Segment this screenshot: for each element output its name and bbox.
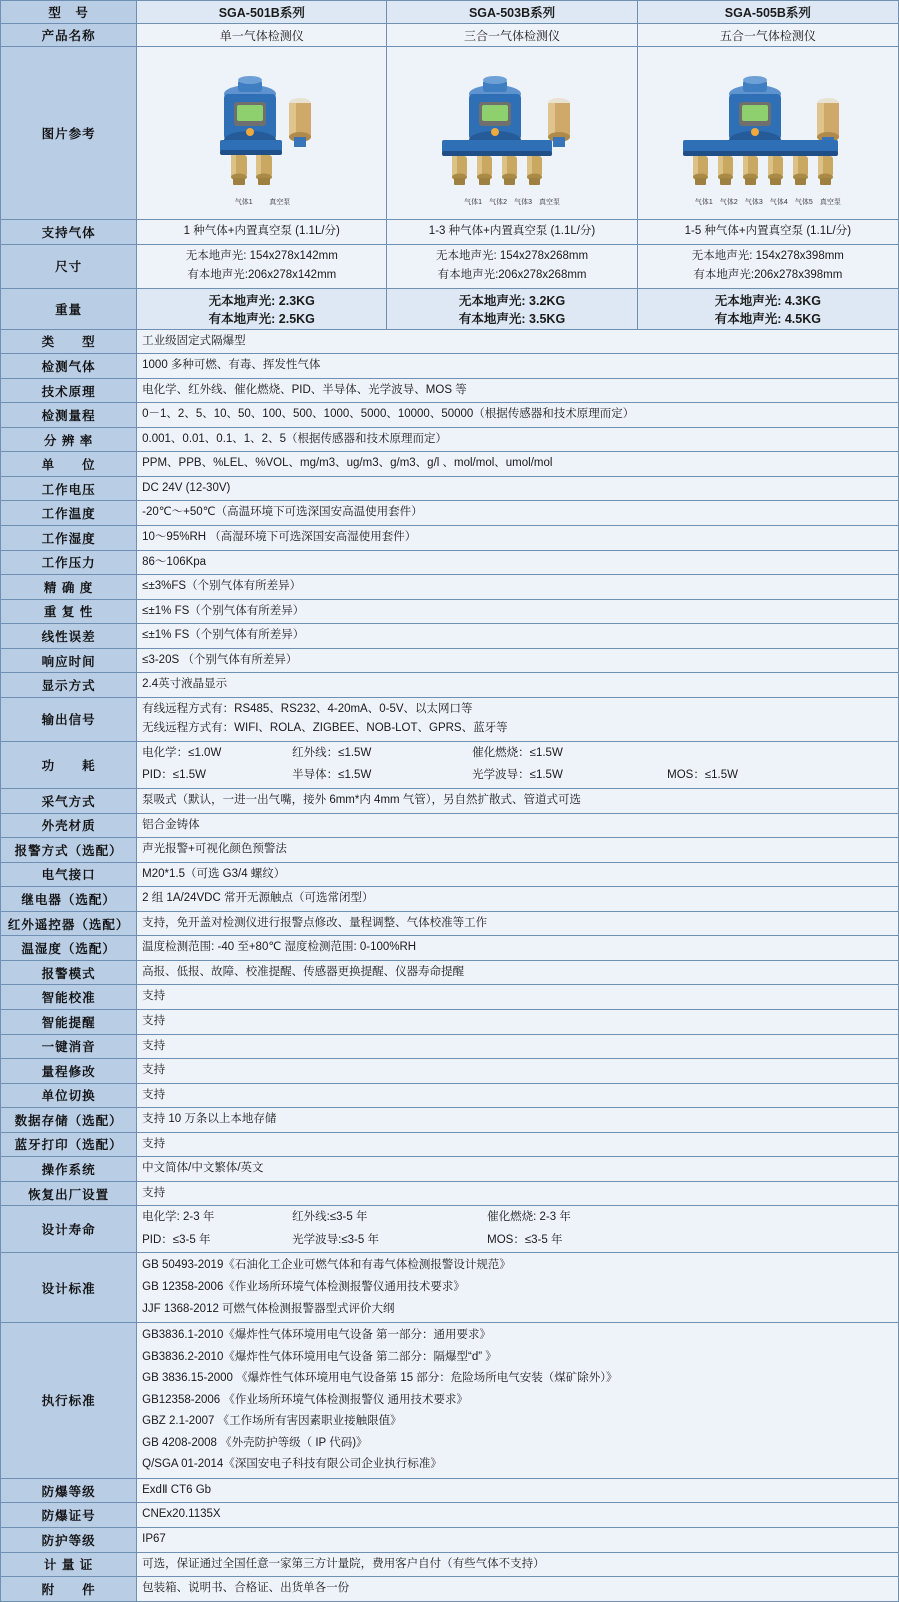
table-row-ex-cert — [1, 1503, 899, 1528]
row-value-ip-grade: IP67 — [137, 1527, 899, 1552]
design-std-item: GB 12358-2006《作业场所环境气体检测报警仪通用技术要求》 — [142, 1280, 465, 1293]
row-value-response: ≤3-20S （个别气体有所差异） — [137, 648, 899, 673]
legend-item: 气体3 — [744, 199, 763, 207]
exec-std-item: GBZ 2.1-2007 《工作场所有害因素职业接触限值》 — [142, 1415, 402, 1428]
row-label-product-name: 产品名称 — [1, 24, 137, 47]
table-row-ex-grade — [1, 1478, 899, 1503]
power-cell: 光学波导：≤1.5W — [472, 769, 563, 782]
design-life-cell: 红外线:≤3-5 年 — [292, 1211, 368, 1224]
row-value-repeat: ≤±1% FS（个别气体有所差异） — [137, 599, 899, 624]
detector-illustration-1 — [172, 58, 352, 208]
legend-item: 气体1 — [464, 199, 482, 207]
table-row-shell — [1, 813, 899, 838]
row-value-resolution: 0.001、0.01、0.1、1、2、5（根据传感器和技术原理而定） — [137, 427, 899, 452]
table-row-display — [1, 673, 899, 698]
device-image-col1 — [137, 47, 387, 220]
table-row-repeat — [1, 599, 899, 624]
model-col2: SGA-503B系列 — [387, 1, 637, 24]
size-col2-line1: 无本地声光: 154x278x268mm — [435, 249, 589, 262]
legend-item: 气体3 — [514, 199, 532, 207]
size-col3 — [637, 244, 898, 288]
table-row-design-life — [1, 1206, 899, 1253]
row-value-work-press: 86～106Kpa — [137, 550, 899, 575]
table-row-voltage — [1, 476, 899, 501]
table-row-output — [1, 697, 899, 741]
table-row-exec-std — [1, 1323, 899, 1479]
size-col1-line2: 有本地声光:206x278x142mm — [187, 269, 337, 282]
row-value-design-life — [137, 1206, 899, 1253]
detector-legend-3 — [643, 199, 893, 208]
output-line2: 无线远程方式有：WIFI、ROLA、ZIGBEE、NOB-LOT、GPRS、蓝牙等 — [142, 722, 508, 735]
row-label-power: 功 耗 — [1, 741, 137, 788]
table-row-ip-grade — [1, 1527, 899, 1552]
table-row-accuracy — [1, 575, 899, 600]
row-value-type: 工业级固定式隔爆型 — [137, 329, 899, 354]
row-value-range: 0－1、2、5、10、50、100、500、1000、5000、10000、50000（根据传感器和技术原理而定） — [137, 403, 899, 428]
weight-col1-line2: 有本地声光: 2.5KG — [208, 311, 315, 326]
table-row-data-store — [1, 1108, 899, 1133]
size-col3-line1: 无本地声光: 154x278x398mm — [691, 249, 844, 262]
table-row-os — [1, 1157, 899, 1182]
table-row-range-modify — [1, 1059, 899, 1084]
table-row-alarm-mode — [1, 960, 899, 985]
row-value-alarm-mode: 高报、低报、故障、校准提醒、传感器更换提醒、仪器寿命提醒 — [137, 960, 899, 985]
row-value-bt-print: 支持 — [137, 1132, 899, 1157]
row-label-shell: 外壳材质 — [1, 813, 137, 838]
row-label-design-life: 设计寿命 — [1, 1206, 137, 1253]
table-row-work-humi — [1, 526, 899, 551]
row-label-one-key: 一键消音 — [1, 1034, 137, 1059]
row-label-data-store: 数据存储（选配） — [1, 1108, 137, 1133]
power-cell: PID：≤1.5W — [142, 769, 206, 782]
table-row-one-key — [1, 1034, 899, 1059]
row-label-unit-switch: 单位切换 — [1, 1083, 137, 1108]
legend-item: 气体2 — [489, 199, 507, 207]
size-col1-line1: 无本地声光: 154x278x142mm — [185, 249, 338, 262]
design-life-cell: 电化学: 2-3 年 — [142, 1211, 215, 1224]
table-row-accessory — [1, 1577, 899, 1602]
model-col3: SGA-505B系列 — [637, 1, 898, 24]
row-value-smart-remind: 支持 — [137, 1009, 899, 1034]
table-row-meter-cert — [1, 1552, 899, 1577]
table-row-response — [1, 648, 899, 673]
table-row-factory-reset — [1, 1181, 899, 1206]
row-value-work-humi: 10～95%RH （高湿环境下可选深国安高湿使用套件） — [137, 526, 899, 551]
legend-item: 气体4 — [769, 199, 788, 207]
row-label-repeat: 重 复 性 — [1, 599, 137, 624]
table-row-image-ref — [1, 47, 899, 220]
exec-std-item: GB3836.2-2010《爆炸性气体环境用电气设备 第二部分：隔爆型“d” 》 — [142, 1350, 497, 1363]
table-row-sampling — [1, 789, 899, 814]
legend-item: 真空泵 — [539, 199, 561, 207]
exec-std-item: GB 4208-2008 《外壳防护等级（ IP 代码)》 — [142, 1436, 368, 1449]
row-label-alarm-mode: 报警模式 — [1, 960, 137, 985]
row-label-type: 类 型 — [1, 329, 137, 354]
row-value-work-temp: -20℃～+50℃（高温环境下可选深国安高温使用套件） — [137, 501, 899, 526]
table-row-bt-print — [1, 1132, 899, 1157]
detector-svg-3 — [643, 58, 893, 198]
design-life-cell: MOS：≤3-5 年 — [487, 1233, 563, 1246]
table-row-detect-gas — [1, 354, 899, 379]
row-value-alarm-way: 声光报警+可视化颜色预警法 — [137, 838, 899, 863]
row-value-remote: 支持，免开盖对检测仪进行报警点修改、量程调整、气体校准等工作 — [137, 911, 899, 936]
table-row-work-press — [1, 550, 899, 575]
power-cell — [667, 744, 893, 764]
row-label-range-modify: 量程修改 — [1, 1059, 137, 1084]
row-label-range: 检测量程 — [1, 403, 137, 428]
support-gas-col1: 1 种气体+内置真空泵 (1.1L/分) — [137, 220, 387, 245]
row-value-smart-cal: 支持 — [137, 985, 899, 1010]
power-cell: 红外线：≤1.5W — [292, 746, 372, 759]
table-row-size — [1, 244, 899, 288]
row-label-detect-gas: 检测气体 — [1, 354, 137, 379]
weight-col1 — [137, 288, 387, 329]
table-row-product-name — [1, 24, 899, 47]
row-label-work-humi: 工作湿度 — [1, 526, 137, 551]
design-life-cell: 催化燃烧: 2-3 年 — [487, 1211, 571, 1224]
legend-item: 真空泵 — [819, 199, 841, 207]
row-value-os: 中文简体/中文繁体/英文 — [137, 1157, 899, 1182]
row-label-bt-print: 蓝牙打印（选配） — [1, 1132, 137, 1157]
exec-std-item: GB3836.1-2010《爆炸性气体环境用电气设备 第一部分：通用要求》 — [142, 1329, 492, 1342]
row-label-temp-humi: 温湿度（选配） — [1, 936, 137, 961]
row-label-factory-reset: 恢复出厂设置 — [1, 1181, 137, 1206]
table-row-smart-cal — [1, 985, 899, 1010]
table-row-weight — [1, 288, 899, 329]
detector-svg-1 — [172, 58, 352, 198]
size-col3-line2: 有本地声光:206x278x398mm — [693, 269, 843, 282]
exec-std-item: Q/SGA 01-2014《深国安电子科技有限公司企业执行标准》 — [142, 1458, 442, 1471]
output-line1: 有线远程方式有：RS485、RS232、4-20mA、0-5V、以太网口等 — [142, 702, 473, 715]
row-value-electrical: M20*1.5（可选 G3/4 螺纹） — [137, 862, 899, 887]
row-label-smart-remind: 智能提醒 — [1, 1009, 137, 1034]
detector-svg-2 — [407, 58, 617, 198]
row-label-model: 型 号 — [1, 1, 137, 24]
design-std-item: GB 50493-2019《石油化工企业可燃气体和有毒气体检测报警设计规范》 — [142, 1259, 511, 1272]
product-name-col3: 五合一气体检测仪 — [637, 24, 898, 47]
size-col1 — [137, 244, 387, 288]
detector-legend-2 — [407, 199, 617, 208]
support-gas-col3: 1-5 种气体+内置真空泵 (1.1L/分) — [637, 220, 898, 245]
model-col1: SGA-501B系列 — [137, 1, 387, 24]
legend-item: 气体1 — [694, 199, 713, 207]
row-label-remote: 红外遥控器（选配） — [1, 911, 137, 936]
row-label-os: 操作系统 — [1, 1157, 137, 1182]
size-col2-line2: 有本地声光:206x278x268mm — [437, 269, 587, 282]
row-value-design-std — [137, 1253, 899, 1323]
table-row-tech-principle — [1, 378, 899, 403]
row-value-accuracy: ≤±3%FS（个别气体有所差异） — [137, 575, 899, 600]
row-value-exec-std — [137, 1323, 899, 1479]
row-value-one-key: 支持 — [137, 1034, 899, 1059]
table-row-model — [1, 1, 899, 24]
table-row-relay — [1, 887, 899, 912]
power-cell: 半导体：≤1.5W — [292, 769, 372, 782]
weight-col3-line1: 无本地声光: 4.3KG — [714, 293, 821, 308]
row-label-display: 显示方式 — [1, 673, 137, 698]
table-row-remote — [1, 911, 899, 936]
row-label-alarm-way: 报警方式（选配） — [1, 838, 137, 863]
row-value-output — [137, 697, 899, 741]
row-label-linear: 线性误差 — [1, 624, 137, 649]
table-row-smart-remind — [1, 1009, 899, 1034]
row-label-resolution: 分 辨 率 — [1, 427, 137, 452]
row-value-unit: PPM、PPB、%LEL、%VOL、mg/m3、ug/m3、g/m3、g/l 、mol/mol、umol/mol — [137, 452, 899, 477]
row-label-electrical: 电气接口 — [1, 862, 137, 887]
table-row-unit-switch — [1, 1083, 899, 1108]
exec-std-item: GB 3836.15-2000 《爆炸性气体环境用电气设备第 15 部分：危险场所电气安装（煤矿除外）》 — [142, 1372, 618, 1385]
product-name-col2: 三合一气体检测仪 — [387, 24, 637, 47]
weight-col2-line1: 无本地声光: 3.2KG — [458, 293, 566, 308]
size-col2 — [387, 244, 637, 288]
weight-col3-line2: 有本地声光: 4.5KG — [714, 311, 821, 326]
table-row-linear — [1, 624, 899, 649]
row-label-sampling: 采气方式 — [1, 789, 137, 814]
weight-col1-line1: 无本地声光: 2.3KG — [208, 293, 315, 308]
row-label-unit: 单 位 — [1, 452, 137, 477]
row-label-work-temp: 工作温度 — [1, 501, 137, 526]
row-value-relay: 2 组 1A/24VDC 常开无源触点（可选常闭型） — [137, 887, 899, 912]
row-value-voltage: DC 24V (12-30V) — [137, 476, 899, 501]
row-value-accessory: 包装箱、说明书、合格证、出货单各一份 — [137, 1577, 899, 1602]
design-std-item: JJF 1368-2012 可燃气体检测报警器型式评价大纲 — [142, 1302, 395, 1315]
detector-illustration-2 — [407, 58, 617, 208]
row-value-tech-principle: 电化学、红外线、催化燃烧、PID、半导体、光学波导、MOS 等 — [137, 378, 899, 403]
device-image-col3 — [637, 47, 898, 220]
row-label-size: 尺寸 — [1, 244, 137, 288]
row-label-tech-principle: 技术原理 — [1, 378, 137, 403]
row-value-detect-gas: 1000 多种可燃、有毒、挥发性气体 — [137, 354, 899, 379]
row-label-ip-grade: 防护等级 — [1, 1527, 137, 1552]
table-row-alarm-way — [1, 838, 899, 863]
table-row-support-gas — [1, 220, 899, 245]
row-label-response: 响应时间 — [1, 648, 137, 673]
row-value-shell: 铝合金铸体 — [137, 813, 899, 838]
row-label-output: 输出信号 — [1, 697, 137, 741]
table-row-temp-humi — [1, 936, 899, 961]
weight-col3 — [637, 288, 898, 329]
device-image-col2 — [387, 47, 637, 220]
legend-item: 气体2 — [719, 199, 738, 207]
row-value-ex-cert: CNEx20.1135X — [137, 1503, 899, 1528]
row-value-linear: ≤±1% FS（个别气体有所差异） — [137, 624, 899, 649]
row-value-data-store: 支持 10 万条以上本地存储 — [137, 1108, 899, 1133]
row-label-image-ref: 图片参考 — [1, 47, 137, 220]
table-row-range — [1, 403, 899, 428]
row-value-display: 2.4英寸液晶显示 — [137, 673, 899, 698]
row-label-smart-cal: 智能校准 — [1, 985, 137, 1010]
row-value-ex-grade: ExdⅡ CT6 Gb — [137, 1478, 899, 1503]
table-row-electrical — [1, 862, 899, 887]
weight-col2 — [387, 288, 637, 329]
row-value-range-modify: 支持 — [137, 1059, 899, 1084]
legend-item: 气体5 — [794, 199, 813, 207]
row-value-power — [137, 741, 899, 788]
row-label-accuracy: 精 确 度 — [1, 575, 137, 600]
row-label-work-press: 工作压力 — [1, 550, 137, 575]
row-value-temp-humi: 温度检测范围: -40 至+80℃ 湿度检测范围: 0-100%RH — [137, 936, 899, 961]
table-row-resolution — [1, 427, 899, 452]
design-life-cell: 光学波导:≤3-5 年 — [292, 1233, 379, 1246]
table-row-power — [1, 741, 899, 788]
row-label-support-gas: 支持气体 — [1, 220, 137, 245]
design-life-cell: PID：≤3-5 年 — [142, 1233, 211, 1246]
legend-item: 真空泵 — [269, 199, 291, 207]
row-value-meter-cert: 可选，保证通过全国任意一家第三方计量院，费用客户自付（有些气体不支持） — [137, 1552, 899, 1577]
table-row-unit — [1, 452, 899, 477]
product-name-col1: 单一气体检测仪 — [137, 24, 387, 47]
row-value-sampling: 泵吸式（默认，一进一出气嘴，接外 6mm*内 4mm 气管），另自然扩散式、管道式可选 — [137, 789, 899, 814]
row-label-ex-cert: 防爆证号 — [1, 1503, 137, 1528]
row-label-meter-cert: 计 量 证 — [1, 1552, 137, 1577]
row-label-relay: 继电器（选配） — [1, 887, 137, 912]
row-label-accessory: 附 件 — [1, 1577, 137, 1602]
weight-col2-line2: 有本地声光: 3.5KG — [458, 311, 566, 326]
power-cell: MOS：≤1.5W — [667, 769, 738, 782]
detector-legend-1 — [172, 199, 352, 208]
row-label-weight: 重量 — [1, 288, 137, 329]
power-cell: 催化燃烧：≤1.5W — [472, 746, 563, 759]
row-label-exec-std: 执行标准 — [1, 1323, 137, 1479]
detector-illustration-3 — [643, 58, 893, 208]
row-value-factory-reset: 支持 — [137, 1181, 899, 1206]
row-label-ex-grade: 防爆等级 — [1, 1478, 137, 1503]
table-row-work-temp — [1, 501, 899, 526]
row-label-design-std: 设计标准 — [1, 1253, 137, 1323]
power-cell: 电化学：≤1.0W — [142, 746, 222, 759]
row-label-voltage: 工作电压 — [1, 476, 137, 501]
table-row-design-std — [1, 1253, 899, 1323]
table-row-type — [1, 329, 899, 354]
exec-std-item: GB12358-2006 《作业场所环境气体检测报警仪 通用技术要求》 — [142, 1393, 469, 1406]
legend-item: 气体1 — [234, 199, 253, 207]
support-gas-col2: 1-3 种气体+内置真空泵 (1.1L/分) — [387, 220, 637, 245]
row-value-unit-switch: 支持 — [137, 1083, 899, 1108]
